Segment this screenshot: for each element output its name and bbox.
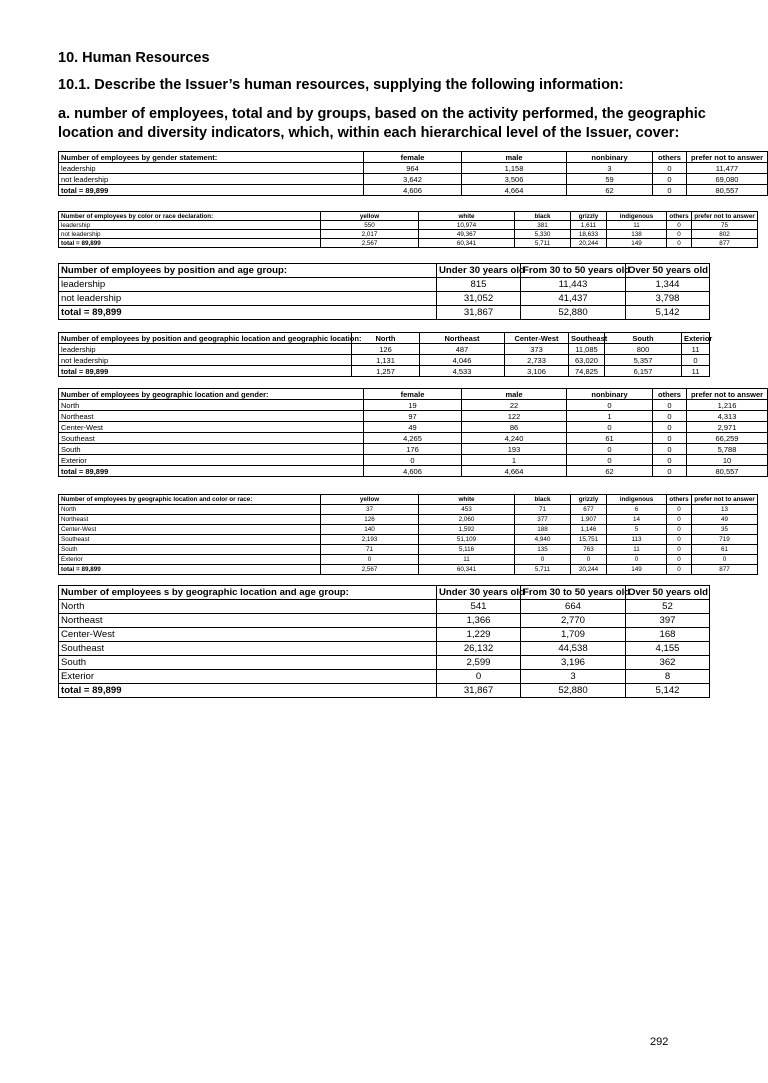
table-cell: 677 <box>571 505 607 515</box>
table-row <box>59 163 768 174</box>
table-header-row <box>59 333 710 344</box>
table-cell: 802 <box>692 230 758 239</box>
table-cell: 0 <box>653 466 687 477</box>
row-label: total = 89,899 <box>59 565 321 575</box>
column-header: Exterior <box>682 333 710 344</box>
table-cell: 3 <box>521 670 626 684</box>
table-row <box>59 614 710 628</box>
table-cell: 5,357 <box>605 355 682 366</box>
column-header: yellow <box>321 495 419 505</box>
employees-by-gender-table <box>58 151 768 196</box>
table-cell: 49 <box>364 422 462 433</box>
table-cell: 69,080 <box>687 174 768 185</box>
row-label: Center-West <box>59 525 321 535</box>
column-header: Number of employees by position and geographic location and geographic location: <box>59 333 352 344</box>
table-row <box>59 525 758 535</box>
table-cell: 4,265 <box>364 433 462 444</box>
table-cell: 61 <box>692 545 758 555</box>
table-cell: 2,599 <box>437 656 521 670</box>
column-header: South <box>605 333 682 344</box>
row-label: South <box>59 444 364 455</box>
table-cell: 2,060 <box>419 515 515 525</box>
table-cell: 11 <box>682 366 710 377</box>
table-cell: 4,940 <box>515 535 571 545</box>
table-cell: 86 <box>462 422 567 433</box>
row-label: North <box>59 600 437 614</box>
table-cell: 71 <box>515 505 571 515</box>
column-header: Number of employees by position and age group: <box>59 264 437 278</box>
column-header: Number of employees by geographic location and gender: <box>59 389 364 400</box>
table-cell: 71 <box>321 545 419 555</box>
table-cell: 541 <box>437 600 521 614</box>
table-cell: 1,131 <box>352 355 420 366</box>
table-cell: 0 <box>667 535 692 545</box>
table-cell: 0 <box>567 400 653 411</box>
column-header: others <box>653 389 687 400</box>
employees-by-race-table <box>58 211 758 248</box>
row-label: not leadership <box>59 230 321 239</box>
item-heading: a. number of employees, total and by groups, based on the activity performed, the geographic location and diversity indicators, which, within each hierarchical level of the Issuer, cover: <box>58 106 706 141</box>
table-header-row <box>59 152 768 163</box>
column-header: male <box>462 152 567 163</box>
table-cell: 1 <box>462 455 567 466</box>
table-cell: 11 <box>607 545 667 555</box>
table-row <box>59 565 758 575</box>
location-gender-table <box>58 388 768 477</box>
table-row <box>59 344 710 355</box>
column-header: black <box>515 212 571 221</box>
column-header: male <box>462 389 567 400</box>
table-cell: 1,709 <box>521 628 626 642</box>
table-cell: 5,142 <box>626 306 710 320</box>
table-cell: 0 <box>667 565 692 575</box>
table-cell: 4,155 <box>626 642 710 656</box>
table-row <box>59 185 768 196</box>
row-label: Southeast <box>59 642 437 656</box>
table-cell: 3 <box>567 163 653 174</box>
table-cell: 4,046 <box>420 355 505 366</box>
row-label: not leadership <box>59 174 364 185</box>
table-cell: 3,196 <box>521 656 626 670</box>
table-cell: 1,158 <box>462 163 567 174</box>
table-cell: 1,366 <box>437 614 521 628</box>
row-label: total = 89,899 <box>59 466 364 477</box>
table-cell: 0 <box>653 444 687 455</box>
table-cell: 0 <box>667 515 692 525</box>
table-cell: 74,825 <box>569 366 605 377</box>
table-cell: 176 <box>364 444 462 455</box>
row-label: North <box>59 505 321 515</box>
table-cell: 3,642 <box>364 174 462 185</box>
table-cell: 3,106 <box>505 366 569 377</box>
table-row <box>59 628 710 642</box>
column-header: Under 30 years old <box>437 264 521 278</box>
table-row <box>59 422 768 433</box>
table-cell: 0 <box>667 555 692 565</box>
subsection-heading: 10.1. Describe the Issuer’s human resources, supplying the following information: <box>58 77 624 93</box>
table-cell: 113 <box>607 535 667 545</box>
table-cell: 122 <box>462 411 567 422</box>
table-cell: 2,971 <box>687 422 768 433</box>
table-header-row <box>59 264 710 278</box>
table-cell: 0 <box>682 355 710 366</box>
table-cell: 44,538 <box>521 642 626 656</box>
table-row <box>59 642 710 656</box>
table-cell: 2,017 <box>321 230 419 239</box>
table-cell: 0 <box>567 455 653 466</box>
table-cell: 51,109 <box>419 535 515 545</box>
table-cell: 1,344 <box>626 278 710 292</box>
table-cell: 0 <box>364 455 462 466</box>
table-cell: 6,157 <box>605 366 682 377</box>
table-cell: 140 <box>321 525 419 535</box>
table-cell: 5,711 <box>515 239 571 248</box>
table-cell: 11 <box>419 555 515 565</box>
row-label: Southeast <box>59 535 321 545</box>
table-row <box>59 411 768 422</box>
column-header: From 30 to 50 years old <box>521 264 626 278</box>
table-row <box>59 600 710 614</box>
table-cell: 5,116 <box>419 545 515 555</box>
table-cell: 2,567 <box>321 565 419 575</box>
table-cell: 75 <box>692 221 758 230</box>
table-cell: 0 <box>571 555 607 565</box>
table-row <box>59 366 710 377</box>
row-label: leadership <box>59 221 321 230</box>
column-header: Number of employees by gender statement: <box>59 152 364 163</box>
table-cell: 815 <box>437 278 521 292</box>
table-cell: 1,592 <box>419 525 515 535</box>
table-row <box>59 656 710 670</box>
table-row <box>59 221 758 230</box>
column-header: prefer not to answer <box>692 495 758 505</box>
location-age-table <box>58 585 710 698</box>
table-cell: 0 <box>437 670 521 684</box>
column-header: Northeast <box>420 333 505 344</box>
row-label: total = 89,899 <box>59 684 437 698</box>
row-label: South <box>59 545 321 555</box>
column-header: Southeast <box>569 333 605 344</box>
table-cell: 377 <box>515 515 571 525</box>
table-row <box>59 230 758 239</box>
table-cell: 0 <box>667 545 692 555</box>
column-header: female <box>364 389 462 400</box>
table-cell: 168 <box>626 628 710 642</box>
table-cell: 0 <box>667 230 692 239</box>
table-cell: 1,216 <box>687 400 768 411</box>
table-cell: 60,341 <box>419 565 515 575</box>
column-header: Number of employees by color or race declaration: <box>59 212 321 221</box>
table-cell: 2,193 <box>321 535 419 545</box>
column-header: others <box>653 152 687 163</box>
table-cell: 62 <box>567 466 653 477</box>
column-header: Center-West <box>505 333 569 344</box>
table-cell: 0 <box>653 185 687 196</box>
table-row <box>59 433 768 444</box>
table-header-row <box>59 495 758 505</box>
table-cell: 1,907 <box>571 515 607 525</box>
column-header: others <box>667 495 692 505</box>
row-label: Southeast <box>59 433 364 444</box>
table-cell: 15,751 <box>571 535 607 545</box>
column-header: Over 50 years old <box>626 264 710 278</box>
column-header: nonbinary <box>567 152 653 163</box>
table-header-row <box>59 586 710 600</box>
table-cell: 964 <box>364 163 462 174</box>
table-cell: 11,085 <box>569 344 605 355</box>
table-cell: 453 <box>419 505 515 515</box>
table-row <box>59 278 710 292</box>
table-cell: 0 <box>567 444 653 455</box>
page-number: 292 <box>650 1036 669 1048</box>
table-cell: 80,557 <box>687 466 768 477</box>
table-cell: 373 <box>505 344 569 355</box>
table-header-row <box>59 389 768 400</box>
table-cell: 61 <box>567 433 653 444</box>
column-header: indigenous <box>607 212 667 221</box>
table-row <box>59 355 710 366</box>
table-cell: 3,506 <box>462 174 567 185</box>
table-cell: 52,880 <box>521 306 626 320</box>
table-cell: 1,257 <box>352 366 420 377</box>
column-header: grizzly <box>571 495 607 505</box>
row-label: Exterior <box>59 455 364 466</box>
table-cell: 4,664 <box>462 466 567 477</box>
table-cell: 397 <box>626 614 710 628</box>
table-cell: 41,437 <box>521 292 626 306</box>
table-cell: 31,052 <box>437 292 521 306</box>
column-header: Under 30 years old <box>437 586 521 600</box>
row-label: not leadership <box>59 355 352 366</box>
section-heading: 10. Human Resources <box>58 50 210 66</box>
table-cell: 19 <box>364 400 462 411</box>
table-cell: 0 <box>692 555 758 565</box>
table-cell: 31,867 <box>437 306 521 320</box>
column-header: yellow <box>321 212 419 221</box>
table-cell: 8 <box>626 670 710 684</box>
location-race-table <box>58 494 758 575</box>
table-row <box>59 292 710 306</box>
table-cell: 719 <box>692 535 758 545</box>
table-cell: 97 <box>364 411 462 422</box>
row-label: Northeast <box>59 411 364 422</box>
row-label: Center-West <box>59 628 437 642</box>
table-row <box>59 455 768 466</box>
table-cell: 0 <box>667 525 692 535</box>
table-cell: 0 <box>653 174 687 185</box>
table-cell: 138 <box>607 230 667 239</box>
table-cell: 550 <box>321 221 419 230</box>
column-header: Number of employees s by geographic location and age group: <box>59 586 437 600</box>
table-cell: 52,880 <box>521 684 626 698</box>
row-label: leadership <box>59 278 437 292</box>
table-cell: 66,259 <box>687 433 768 444</box>
table-cell: 31,867 <box>437 684 521 698</box>
table-cell: 0 <box>667 505 692 515</box>
table-cell: 800 <box>605 344 682 355</box>
row-label: leadership <box>59 163 364 174</box>
row-label: Northeast <box>59 614 437 628</box>
column-header: prefer not to answer <box>692 212 758 221</box>
table-cell: 664 <box>521 600 626 614</box>
table-cell: 0 <box>321 555 419 565</box>
table-row <box>59 400 768 411</box>
table-cell: 14 <box>607 515 667 525</box>
table-cell: 18,633 <box>571 230 607 239</box>
table-row <box>59 444 768 455</box>
row-label: total = 89,899 <box>59 239 321 248</box>
table-cell: 0 <box>653 163 687 174</box>
table-cell: 3,798 <box>626 292 710 306</box>
table-cell: 0 <box>607 555 667 565</box>
row-label: Exterior <box>59 555 321 565</box>
table-cell: 126 <box>321 515 419 525</box>
table-cell: 0 <box>667 239 692 248</box>
column-header: indigenous <box>607 495 667 505</box>
table-cell: 487 <box>420 344 505 355</box>
table-cell: 62 <box>567 185 653 196</box>
table-cell: 193 <box>462 444 567 455</box>
table-row <box>59 515 758 525</box>
table-row <box>59 306 710 320</box>
table-header-row <box>59 212 758 221</box>
table-cell: 49,367 <box>419 230 515 239</box>
row-label: leadership <box>59 344 352 355</box>
table-cell: 13 <box>692 505 758 515</box>
table-cell: 4,606 <box>364 466 462 477</box>
column-header: white <box>419 212 515 221</box>
row-label: Center-West <box>59 422 364 433</box>
table-cell: 11,443 <box>521 278 626 292</box>
table-cell: 5,788 <box>687 444 768 455</box>
table-cell: 2,567 <box>321 239 419 248</box>
table-cell: 1,229 <box>437 628 521 642</box>
table-cell: 0 <box>667 221 692 230</box>
table-row <box>59 535 758 545</box>
column-header: others <box>667 212 692 221</box>
table-cell: 126 <box>352 344 420 355</box>
table-cell: 135 <box>515 545 571 555</box>
table-cell: 4,533 <box>420 366 505 377</box>
table-cell: 22 <box>462 400 567 411</box>
row-label: total = 89,899 <box>59 185 364 196</box>
column-header: From 30 to 50 years old <box>521 586 626 600</box>
table-row <box>59 684 710 698</box>
table-cell: 26,132 <box>437 642 521 656</box>
column-header: female <box>364 152 462 163</box>
column-header: grizzly <box>571 212 607 221</box>
table-cell: 0 <box>653 400 687 411</box>
row-label: Exterior <box>59 670 437 684</box>
table-cell: 149 <box>607 565 667 575</box>
table-cell: 362 <box>626 656 710 670</box>
column-header: North <box>352 333 420 344</box>
table-cell: 1,146 <box>571 525 607 535</box>
table-row <box>59 239 758 248</box>
table-cell: 11,477 <box>687 163 768 174</box>
table-cell: 4,606 <box>364 185 462 196</box>
row-label: not leadership <box>59 292 437 306</box>
table-cell: 0 <box>653 455 687 466</box>
table-cell: 63,020 <box>569 355 605 366</box>
table-cell: 381 <box>515 221 571 230</box>
table-cell: 4,664 <box>462 185 567 196</box>
table-cell: 10 <box>687 455 768 466</box>
table-cell: 0 <box>653 422 687 433</box>
table-row <box>59 174 768 185</box>
row-label: South <box>59 656 437 670</box>
row-label: North <box>59 400 364 411</box>
employees-by-location-table <box>58 332 713 377</box>
column-header: Number of employees by geographic location and color or race: <box>59 495 321 505</box>
table-cell: 763 <box>571 545 607 555</box>
table-cell: 59 <box>567 174 653 185</box>
column-header: Over 50 years old <box>626 586 710 600</box>
column-header: white <box>419 495 515 505</box>
table-cell: 5,330 <box>515 230 571 239</box>
table-cell: 11 <box>682 344 710 355</box>
table-cell: 0 <box>515 555 571 565</box>
table-row <box>59 670 710 684</box>
row-label: total = 89,899 <box>59 306 437 320</box>
table-cell: 10,974 <box>419 221 515 230</box>
table-cell: 2,770 <box>521 614 626 628</box>
table-cell: 35 <box>692 525 758 535</box>
table-row <box>59 545 758 555</box>
table-cell: 80,557 <box>687 185 768 196</box>
table-cell: 52 <box>626 600 710 614</box>
table-cell: 0 <box>567 422 653 433</box>
table-cell: 60,341 <box>419 239 515 248</box>
table-cell: 49 <box>692 515 758 525</box>
table-cell: 5,142 <box>626 684 710 698</box>
table-cell: 0 <box>653 433 687 444</box>
table-row <box>59 466 768 477</box>
table-cell: 37 <box>321 505 419 515</box>
table-cell: 11 <box>607 221 667 230</box>
employees-by-age-table <box>58 263 710 320</box>
column-header: prefer not to answer <box>687 152 768 163</box>
table-cell: 149 <box>607 239 667 248</box>
table-cell: 4,313 <box>687 411 768 422</box>
table-cell: 20,244 <box>571 239 607 248</box>
table-cell: 5,711 <box>515 565 571 575</box>
column-header: nonbinary <box>567 389 653 400</box>
table-cell: 4,240 <box>462 433 567 444</box>
table-row <box>59 505 758 515</box>
table-cell: 1,611 <box>571 221 607 230</box>
row-label: Northeast <box>59 515 321 525</box>
row-label: total = 89,899 <box>59 366 352 377</box>
table-cell: 20,244 <box>571 565 607 575</box>
table-cell: 877 <box>692 565 758 575</box>
table-cell: 0 <box>653 411 687 422</box>
table-cell: 188 <box>515 525 571 535</box>
table-cell: 877 <box>692 239 758 248</box>
table-cell: 2,733 <box>505 355 569 366</box>
table-cell: 6 <box>607 505 667 515</box>
table-cell: 1 <box>567 411 653 422</box>
table-cell: 5 <box>607 525 667 535</box>
column-header: prefer not to answer <box>687 389 768 400</box>
table-row <box>59 555 758 565</box>
column-header: black <box>515 495 571 505</box>
